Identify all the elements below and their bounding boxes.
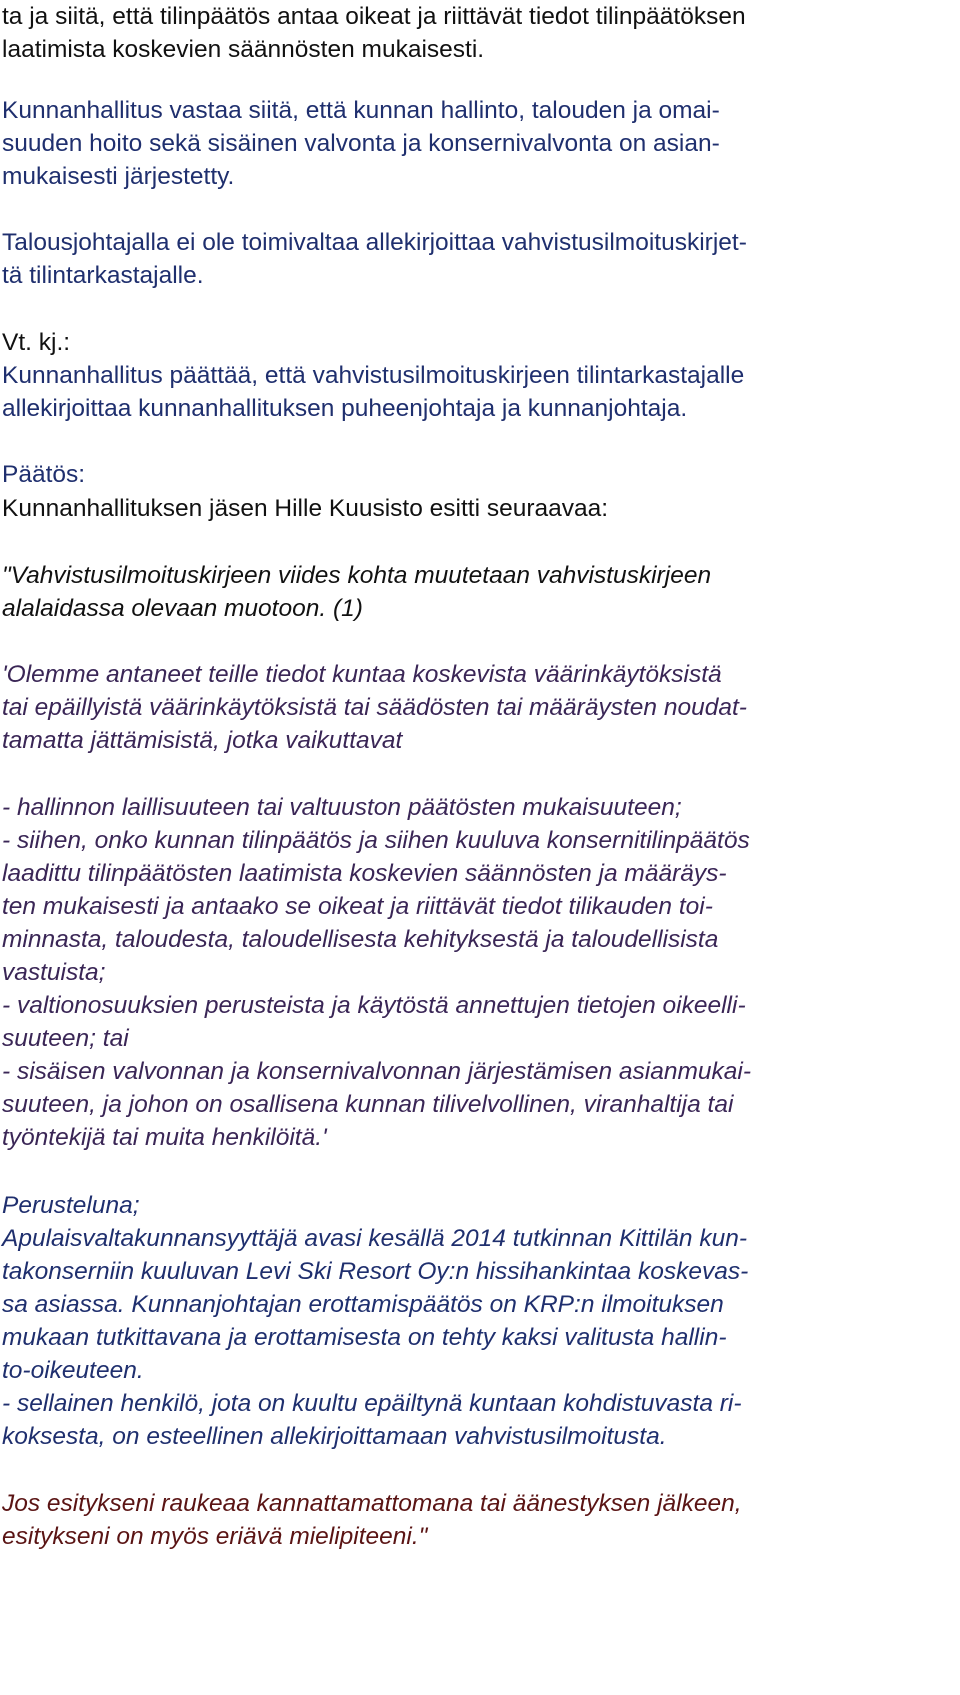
list-item: - siihen, onko kunnan tilinpäätös ja siihen kuuluva konsernitilinpäätös — [2, 827, 750, 854]
text-line: vastuista; — [2, 959, 106, 986]
section-heading: Vt. kj.: — [2, 329, 71, 356]
text-line: esitykseni on myös eriävä mielipiteeni." — [2, 1523, 428, 1550]
text-line: työntekijä tai muita henkilöitä.' — [2, 1124, 327, 1151]
text-line: alalaidassa olevaan muotoon. (1) — [2, 595, 363, 622]
text-line: suuteen, ja johon on osallisena kunnan tilivelvollinen, viranhaltija tai — [2, 1091, 734, 1118]
text-line: laadittu tilinpäätösten laatimista koskevien säännösten ja määräys- — [2, 860, 727, 887]
text-line: allekirjoittaa kunnanhallituksen puheenjohtaja ja kunnanjohtaja. — [2, 395, 688, 422]
text-line: mukaan tutkittavana ja erottamisesta on tehty kaksi valitusta hallin- — [2, 1324, 727, 1351]
list-item: - valtionosuuksien perusteista ja käytöstä annettujen tietojen oikeelli- — [2, 992, 746, 1019]
text-line: suuden hoito sekä sisäinen valvonta ja konsernivalvonta on asian- — [2, 130, 720, 157]
text-line: to-oikeuteen. — [2, 1357, 144, 1384]
list-item: - sellainen henkilö, jota on kuultu epäiltynä kuntaan kohdistuvasta ri- — [2, 1390, 742, 1417]
text-line: ta ja siitä, että tilinpäätös antaa oikeat ja riittävät tiedot tilinpäätöksen — [2, 3, 746, 30]
text-line: tä tilintarkastajalle. — [2, 262, 204, 289]
text-line: 'Olemme antaneet teille tiedot kuntaa koskevista väärinkäytöksistä — [2, 661, 722, 688]
text-line: Kunnanhallitus päättää, että vahvistusilmoituskirjeen tilintarkastajalle — [2, 362, 745, 389]
text-line: suuteen; tai — [2, 1025, 129, 1052]
text-line: Apulaisvaltakunnansyyttäjä avasi kesällä 2014 tutkinnan Kittilän kun- — [2, 1225, 747, 1252]
text-line: takonserniin kuuluvan Levi Ski Resort Oy:n hissihankintaa koskevas- — [2, 1258, 749, 1285]
text-line: Jos esitykseni raukeaa kannattamattomana tai äänestyksen jälkeen, — [2, 1490, 742, 1517]
text-line: "Vahvistusilmoituskirjeen viides kohta muutetaan vahvistuskirjeen — [2, 562, 712, 589]
text-line: minnasta, taloudesta, taloudellisesta kehityksestä ja taloudellisista — [2, 926, 719, 953]
list-item: - hallinnon laillisuuteen tai valtuuston päätösten mukaisuuteen; — [2, 794, 682, 821]
text-line: Kunnanhallituksen jäsen Hille Kuusisto esitti seuraavaa: — [2, 495, 609, 522]
text-line: koksesta, on esteellinen allekirjoittamaan vahvistusilmoitusta. — [2, 1423, 667, 1450]
text-line: ten mukaisesti ja antaako se oikeat ja riittävät tiedot tilikauden toi- — [2, 893, 713, 920]
text-line: tamatta jättämisistä, jotka vaikuttavat — [2, 727, 403, 754]
section-heading: Perusteluna; — [2, 1192, 140, 1219]
text-line: laatimista koskevien säännösten mukaisesti. — [2, 36, 485, 63]
text-line: Kunnanhallitus vastaa siitä, että kunnan hallinto, talouden ja omai- — [2, 97, 720, 124]
text-line: tai epäillyistä väärinkäytöksistä tai säädösten tai määräysten noudat- — [2, 694, 747, 721]
text-line: mukaisesti järjestetty. — [2, 163, 235, 190]
section-heading: Päätös: — [2, 461, 86, 488]
text-line: Talousjohtajalla ei ole toimivaltaa allekirjoittaa vahvistusilmoituskirjet- — [2, 229, 747, 256]
text-line: sa asiassa. Kunnanjohtajan erottamispäätös on KRP:n ilmoituksen — [2, 1291, 724, 1318]
list-item: - sisäisen valvonnan ja konsernivalvonnan järjestämisen asianmukai- — [2, 1058, 751, 1085]
